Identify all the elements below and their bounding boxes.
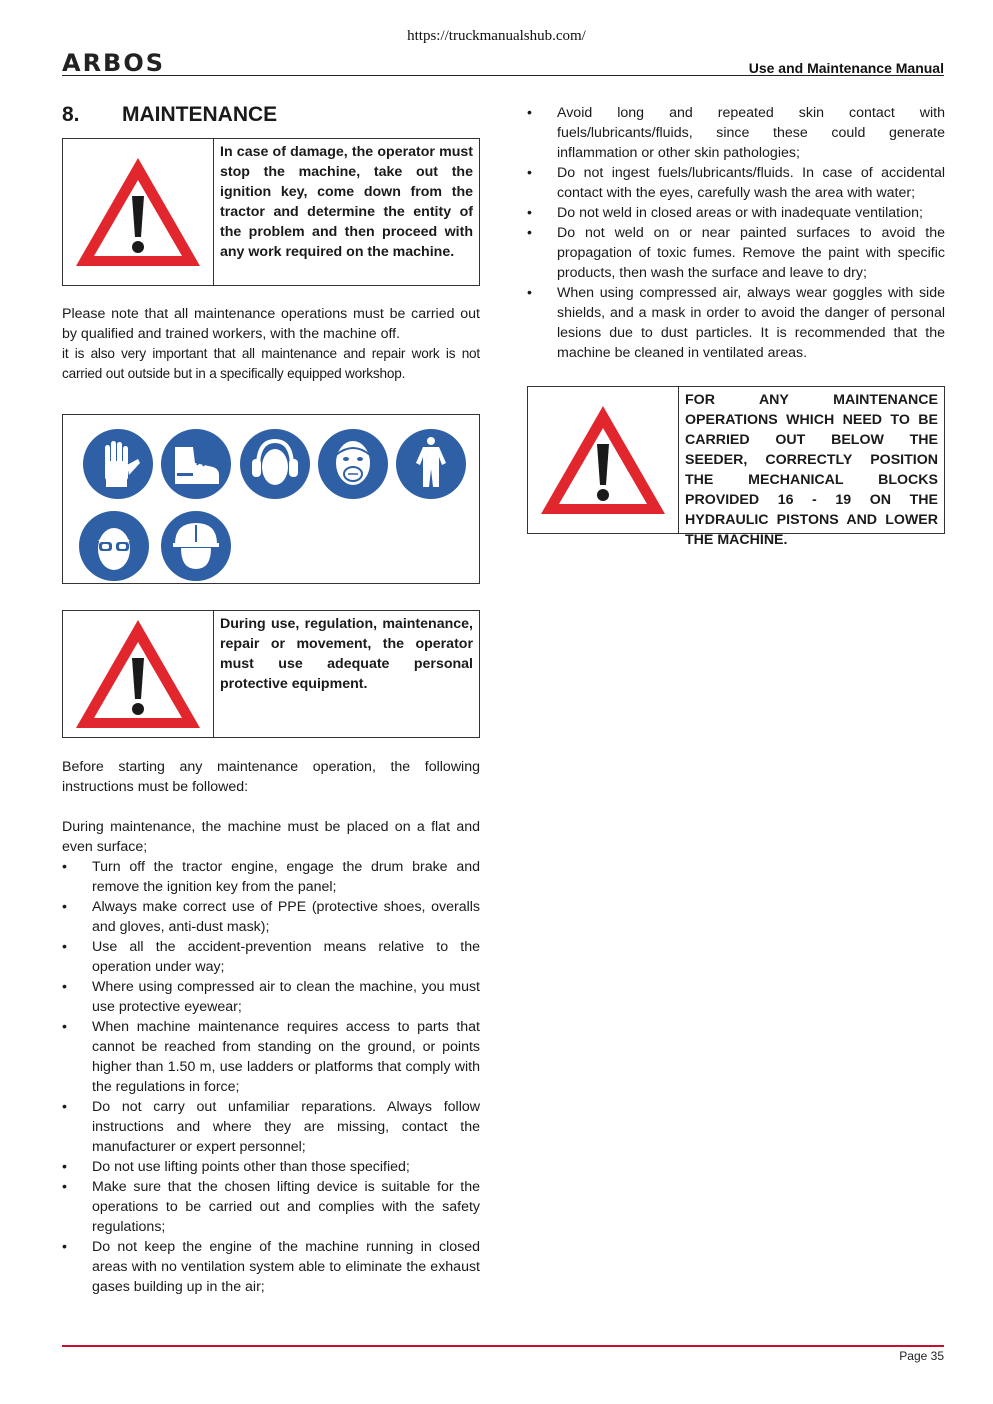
section-number: 8.: [62, 103, 80, 126]
section-title: MAINTENANCE: [122, 103, 278, 126]
ppe-icons-panel: [62, 414, 480, 584]
bullet-marker: •: [62, 939, 67, 955]
manual-title: Use and Maintenance Manual: [748, 60, 944, 76]
safety-shoes-icon: [161, 429, 231, 499]
arbos-logo: ARBOS: [62, 49, 166, 77]
bullet-marker: •: [62, 899, 67, 915]
source-url: https://truckmanualshub.com/: [407, 28, 586, 44]
bullet-item: [62, 897, 480, 937]
bullet-marker: •: [62, 1179, 67, 1195]
during-maintenance-text: During maintenance, the machine must be placed on a flat and even surface;: [62, 819, 480, 855]
bullet-text: Do not use lifting points other than those specified;: [92, 1159, 410, 1175]
mechanical-blocks-warning-box: [527, 386, 945, 548]
bullet-item: [62, 937, 480, 977]
bullet-marker: •: [62, 1019, 67, 1035]
ppe-warning-text: During use, regulation, maintenance, repair or movement, the operator must use adequate personal protective equipment.: [220, 616, 473, 692]
ear-protection-icon: [240, 429, 310, 499]
gloves-icon: [83, 429, 153, 499]
bullet-item: [62, 1097, 480, 1157]
damage-warning-box: [62, 138, 480, 286]
intro-workshop: it is also very important that all maintenance and repair work is not carried out outside but in a specifically equipped workshop.: [62, 346, 480, 381]
damage-warning-text: In case of damage, the operator must stop the machine, take out the ignition key, come down from the tractor and determine the entity of the problem and then proceed with any work required on the machine.: [220, 144, 473, 260]
bullet-text: When using compressed air, always wear goggles with side shields, and a mask in order to avoid the danger of personal lesions due to dust particles. It is recommended that the machine be cleaned in ventilated areas.: [557, 285, 945, 361]
intro-qualified-workers: Please note that all maintenance operations must be carried out by qualified and trained workers, with the machine off.: [62, 306, 480, 342]
bullet-item: [527, 103, 945, 163]
bullet-item: [62, 1017, 480, 1097]
bullet-text: Make sure that the chosen lifting device is suitable for the operations to be carried out and complies with the safety regulations;: [92, 1179, 480, 1235]
left-bullet-list: [62, 857, 480, 1297]
bullet-item: [527, 163, 945, 203]
mechanical-blocks-warning-text: FOR ANY MAINTENANCE OPERATIONS WHICH NEED TO BE CARRIED OUT BELOW THE SEEDER, CORRECTLY POSITION THE MECHANICAL BLOCKS PROVIDED 16 - 19 ON THE HYDRAULIC PISTONS AND LOWER THE MACHINE.: [685, 392, 938, 548]
bullet-text: Always make correct use of PPE (protective shoes, overalls and gloves, anti-dust mask);: [92, 899, 480, 935]
goggles-icon: [79, 511, 149, 581]
bullet-marker: •: [527, 105, 532, 121]
bullet-text: Use all the accident-prevention means relative to the operation under way;: [92, 939, 480, 975]
ppe-warning-box: [62, 610, 480, 738]
bullet-marker: •: [527, 165, 532, 181]
bullet-item: [62, 1177, 480, 1237]
right-bullet-list: [527, 103, 945, 363]
bullet-text: Turn off the tractor engine, engage the drum brake and remove the ignition key from the panel;: [92, 859, 480, 895]
bullet-text: Do not ingest fuels/lubricants/fluids. In case of accidental contact with the eyes, carefully wash the area with water;: [557, 165, 945, 201]
right-column: [527, 103, 945, 548]
overalls-icon: [396, 429, 466, 499]
bullet-marker: •: [62, 1099, 67, 1115]
before-maintenance-text: Before starting any maintenance operation, the following instructions must be followed:: [62, 759, 480, 795]
page-number: Page 35: [899, 1349, 944, 1363]
warning-triangle-icon: [528, 387, 679, 533]
bullet-text: When machine maintenance requires access to parts that cannot be reached from standing on the ground, or points higher than 1.50 m, use ladders or platforms that comply with the regulations in force;: [92, 1019, 480, 1095]
bullet-marker: •: [62, 979, 67, 995]
header-divider: [62, 75, 944, 76]
warning-triangle-icon: [63, 139, 214, 285]
bullet-marker: •: [62, 859, 67, 875]
bullet-marker: •: [62, 1239, 67, 1255]
bullet-text: Do not keep the engine of the machine running in closed areas with no ventilation system able to eliminate the exhaust gases building up in the air;: [92, 1239, 480, 1295]
helmet-icon: [161, 511, 231, 581]
bullet-text: Do not weld on or near painted surfaces to avoid the propagation of toxic fumes. Remove the paint with specific products, then wash the surface and leave to dry;: [557, 225, 945, 281]
bullet-item: [527, 283, 945, 363]
left-column: [62, 100, 480, 1297]
bullet-marker: •: [62, 1159, 67, 1175]
bullet-text: Do not carry out unfamiliar reparations. Always follow instructions and where they are missing, contact the manufacturer or expert personnel;: [92, 1099, 480, 1155]
bullet-text: Do not weld in closed areas or with inadequate ventilation;: [557, 205, 923, 221]
bullet-marker: •: [527, 205, 532, 221]
dust-mask-icon: [318, 429, 388, 499]
bullet-item: [527, 223, 945, 283]
section-heading: [62, 100, 480, 130]
bullet-text: Avoid long and repeated skin contact with fuels/lubricants/fluids, since these could generate inflammation or other skin pathologies;: [557, 105, 945, 161]
bullet-text: Where using compressed air to clean the machine, you must use protective eyewear;: [92, 979, 480, 1015]
warning-triangle-icon: [63, 611, 214, 737]
bullet-item: [62, 1237, 480, 1297]
bullet-marker: •: [527, 285, 532, 301]
bullet-item: [527, 203, 945, 223]
bullet-item: [62, 857, 480, 897]
bullet-item: [62, 1157, 480, 1177]
bullet-item: [62, 977, 480, 1017]
bullet-marker: •: [527, 225, 532, 241]
footer-divider: [62, 1345, 944, 1347]
